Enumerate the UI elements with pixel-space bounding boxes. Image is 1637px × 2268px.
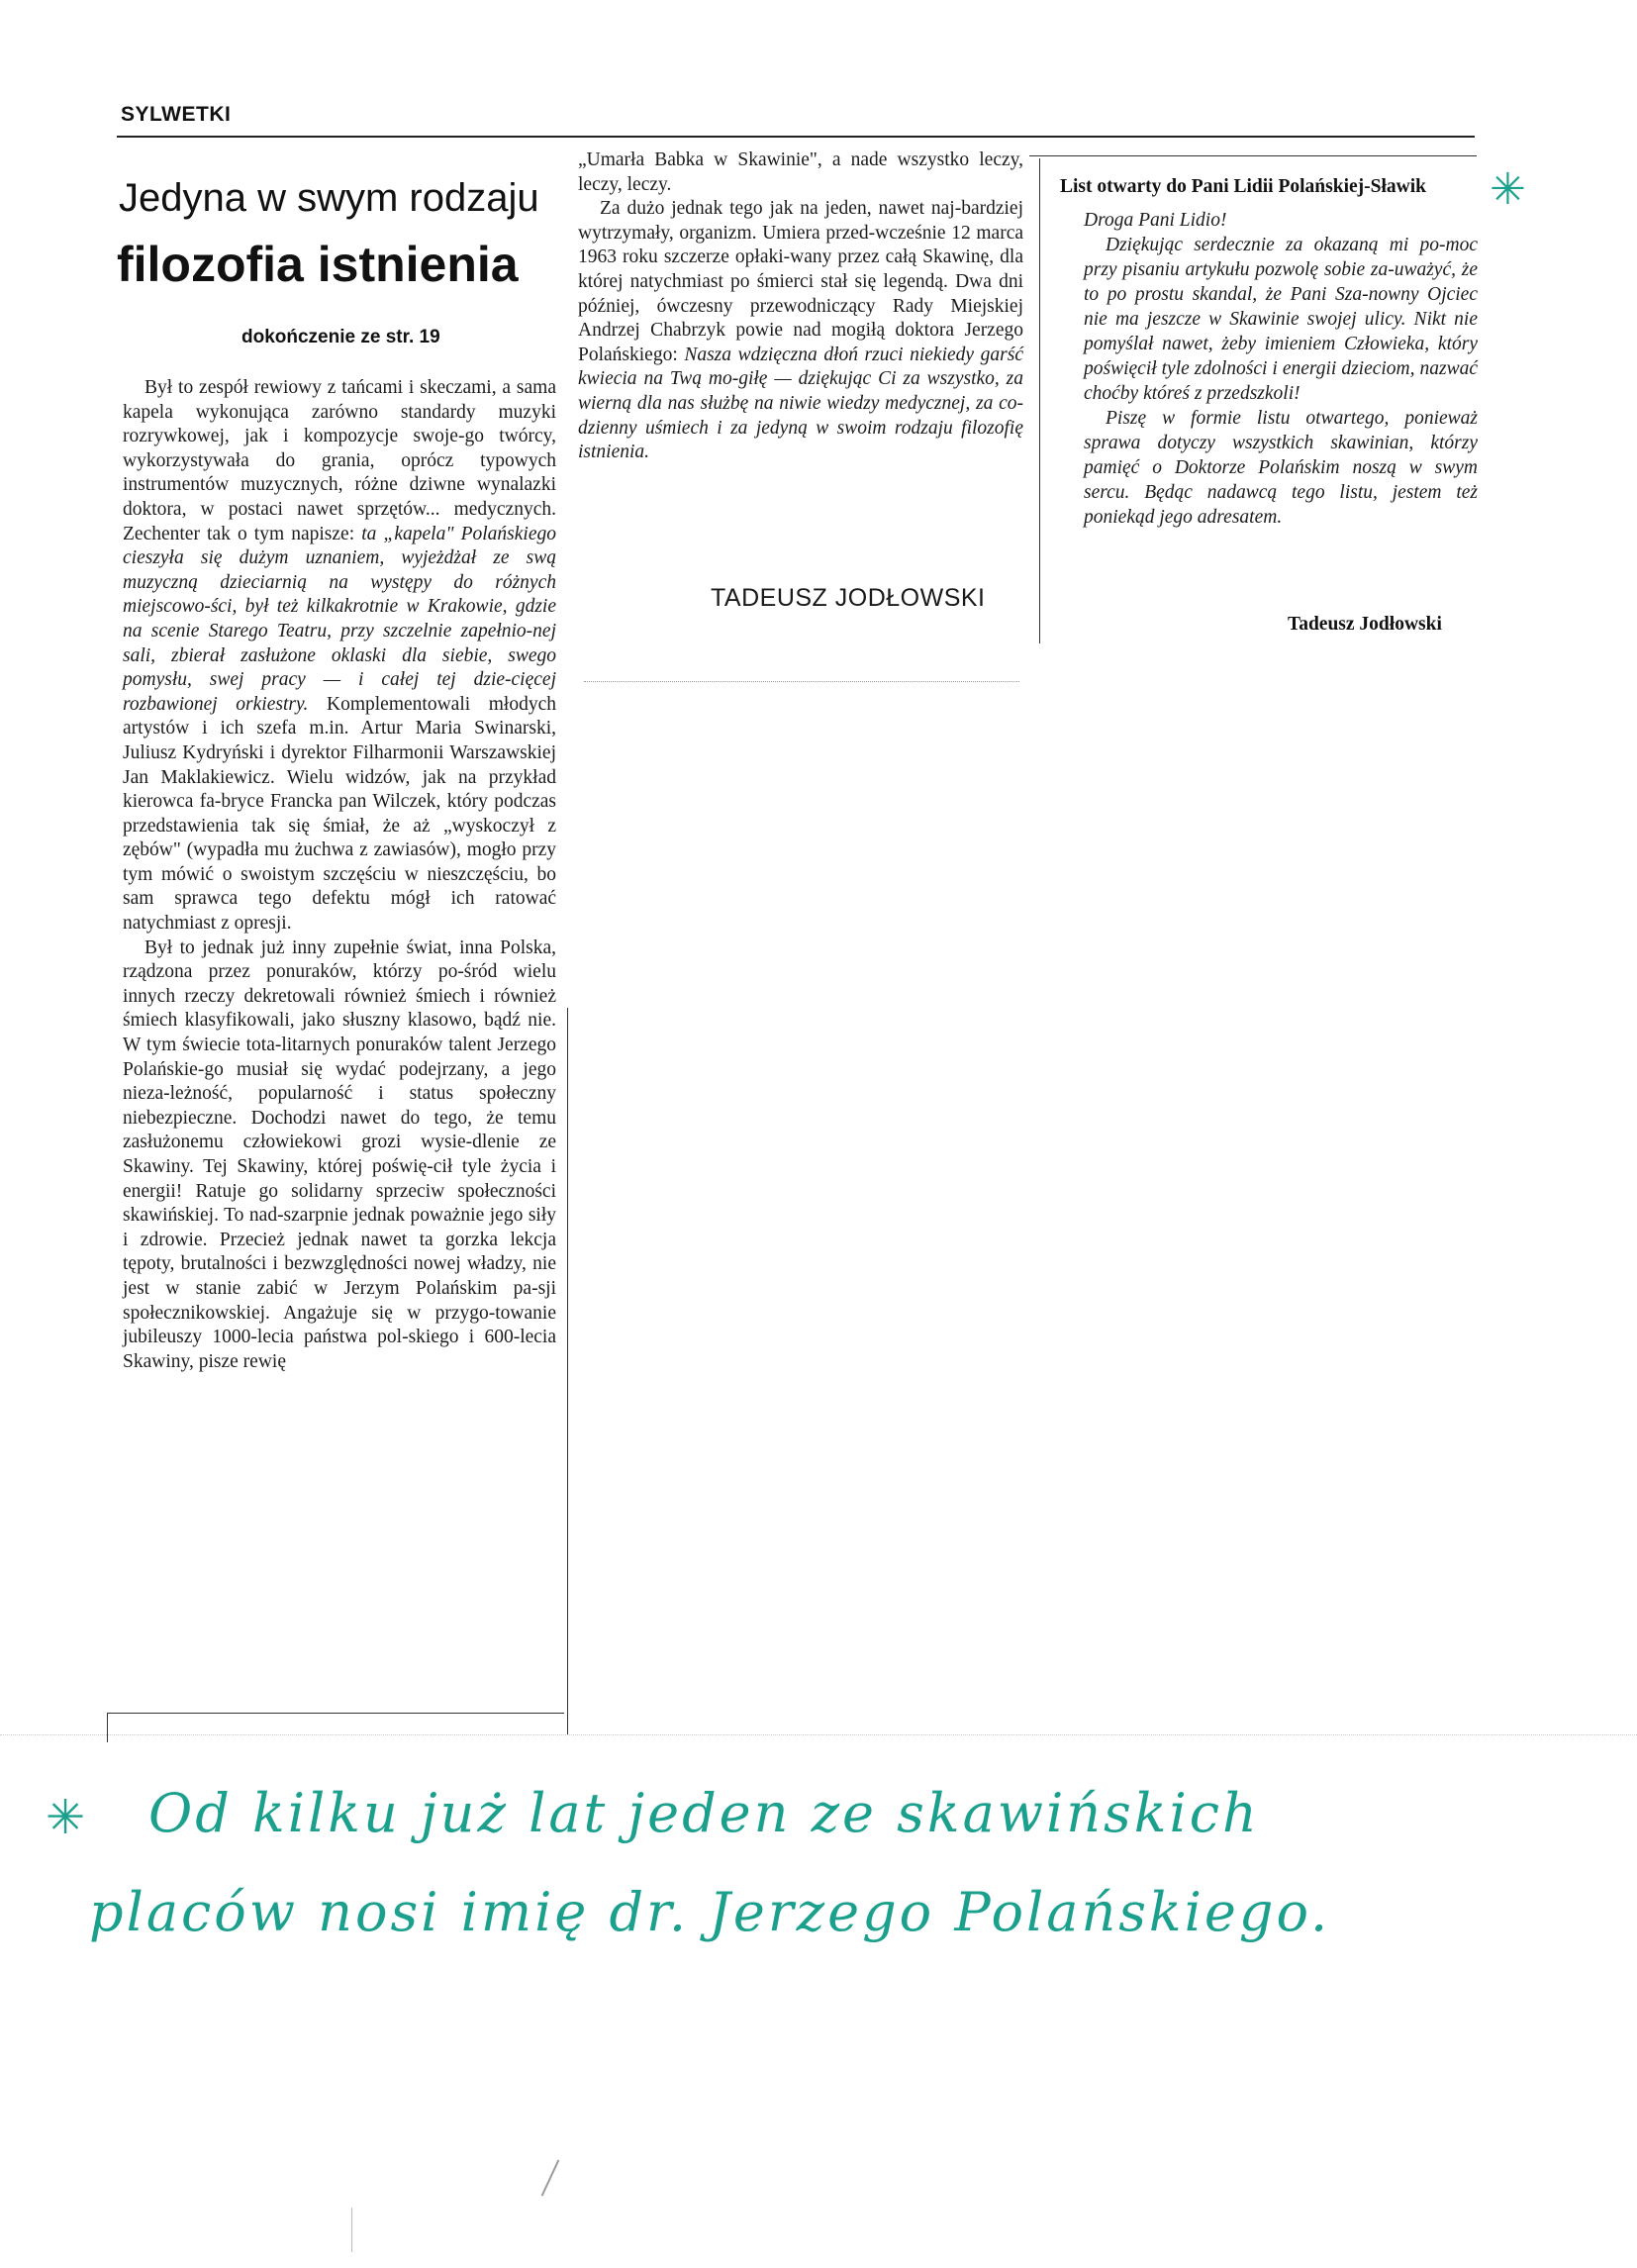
letter-title: List otwarty do Pani Lidii Polańskiej-Sławik (1060, 176, 1427, 197)
column2-paragraph-1: „Umarła Babka w Skawinie", a nade wszystko leczy, leczy, leczy. (578, 149, 1023, 195)
column-divider-1 (567, 1008, 568, 1735)
column1-paragraph-1 (123, 376, 556, 937)
column2-end-rule (584, 681, 1019, 682)
letter-paragraph-1: Dziękując serdecznie za okazaną mi po-moc przy pisaniu artykułu pozwolę sobie za-uważyć, że to po prostu skandal, że Pani Sza-nowny Ojciec nie ma jeszcze w Skawinie swojej ulicy. Nikt nie pomyślał nawet, żeby imieniem Człowieka, który poświęcił tyle zdolności i energii dzieciom, nazwać choćby któreś z przedszkoli! (1084, 235, 1478, 404)
column1-p1-text-b: Komplementowali młodych artystów i ich szefa m.in. Artur Maria Swinarski, Juliusz Kydryński i dyrektor Filharmonii Warszawskiej Jan Maklakiewicz. Wielu widzów, jak na przykład kierowca fa-bryce Francka pan Wilczek, który podczas przedstawienia tak się śmiał, że aż „wyskoczył z zębów" (wypadła mu żuchwa z zawiasów), mogło przy tym mówić o swoistym szczęściu w nieszczęściu, bo sam sprawca tego defektu mógł ich ratować natychmiast z opresji. (123, 693, 556, 935)
column2-paragraph-2 (578, 197, 1023, 465)
letter-top-rule (1029, 155, 1477, 156)
letter-paragraph-2: Piszę w formie listu otwartego, ponieważ sprawa dotyczy wszystkich skawinian, którzy pamięć o Doktorze Polańskim noszą w swym sercu. Będąc nadawcą tego listu, jestem też poniekąd jego adresatem. (1084, 408, 1478, 528)
column2-p2-quote: Nasza wdzięczna dłoń rzuci niekiedy garść kwiecia na Twą mo-giłę — dziękując Ci za wszystko, za wierną dla nas służbę na niwie wiedzy medycznej, za co-dzienny uśmiech i za jedyną w swoim rodzaju filozofię istnienia. (578, 344, 1023, 463)
asterisk-mark-top: ✳ (1490, 164, 1526, 215)
handwritten-line-2: placów nosi imię dr. Jerzego Polańskiego. (89, 1881, 1331, 1943)
article-column-2 (578, 148, 1023, 465)
header-rule (117, 136, 1475, 138)
asterisk-mark-note: ✳ (46, 1790, 86, 1845)
column-divider-2 (1039, 158, 1040, 643)
handwritten-line-1: Od kilku już lat jeden ze skawińskich (148, 1782, 1260, 1844)
column1-p1-text-a: Był to zespół rewiowy z tańcami i skeczami, a sama kapela wykonująca zarówno standardy muzyki rozrywkowej, jak i kompozycje swoje-go twórcy, wykorzystywała do grania, oprócz typowych instrumentów muzycznych, różne dziwne wynalazki doktora, w postaci nawet sprzętów... medycznych. Zechenter tak o tym napisze: (123, 377, 556, 544)
bottom-box-left (107, 1713, 108, 1742)
column1-p1-quote: ta „kapela" Polańskiego cieszyła się dużym uznaniem, wyjeżdżał ze swą muzyczną dzieciarnią na występy do różnych miejscowo-ści, był też kilkakrotnie w Krakowie, gdzie na scenie Starego Teatru, przy szczelnie zapełnio-nej sali, zbierał zasłużone oklaski dla siebie, swego pomysłu, swej pracy — i całej tej dzie-cięcej rozbawionej orkiestry. (123, 523, 557, 715)
column1-paragraph-2: Był to jednak już inny zupełnie świat, inna Polska, rządzona przez ponuraków, którzy po-śród wielu innych rzeczy dekretowali również śmiech i również śmiech klasyfikowali, jako słuszny klasowo, bądź nie. W tym świecie tota-litarnych ponuraków talent Jerzego Polańskie-go musiał się wydać podejrzany, a jego nieza-leżność, popularność i status społeczny niebezpieczne. Dochodzi nawet do tego, że temu zasłużonemu człowiekowi grozi wysie-dlenie ze Skawiny. Tej Skawiny, której poświę-cił tyle życia i energii! Ratuje go solidarny sprzeciw społeczności skawińskiej. To nad-szarpnie jednak poważnie jego siły i zdrowie. Przecież jednak nawet ta gorzka lekcja tępoty, brutalności i bezwzględności nowej władzy, nie jest w stanie zabić w Jerzym Polańskim pa-sji społecznikowskiej. Angażuje się w przygo-towanie jubileuszy 1000-lecia państwa pol-skiego i 600-lecia Skawiny, pisze rewię (123, 937, 556, 1372)
letter-greeting: Droga Pani Lidio! (1084, 210, 1227, 231)
stray-mark-2 (351, 2208, 352, 2252)
section-label: SYLWETKI (121, 103, 232, 126)
scan-edge-line (0, 1734, 1637, 1735)
bottom-box-rule (107, 1713, 564, 1714)
continued-note: dokończenie ze str. 19 (241, 327, 440, 347)
article-byline: TADEUSZ JODŁOWSKI (711, 584, 986, 612)
column2-p2-text: Za dużo jednak tego jak na jeden, nawet naj-bardziej wytrzymały, organizm. Umiera przed-wcześnie 12 marca 1963 roku szczerze opłaki-wany przez całą Skawinę, dla której natychmiast po śmierci stał się legendą. Dwa dni później, ówczesny przewodniczący Rady Miejskiej Andrzej Chabrzyk powie nad mogiłą doktora Jerzego Polańskiego: (578, 198, 1023, 365)
headline-line1: Jedyna w swym rodzaju (119, 176, 539, 220)
stray-mark (541, 2159, 560, 2196)
article-column-1 (123, 376, 556, 1374)
headline-line2: filozofia istnienia (117, 237, 519, 292)
letter-body (1084, 208, 1478, 530)
letter-signature: Tadeusz Jodłowski (1288, 614, 1442, 635)
